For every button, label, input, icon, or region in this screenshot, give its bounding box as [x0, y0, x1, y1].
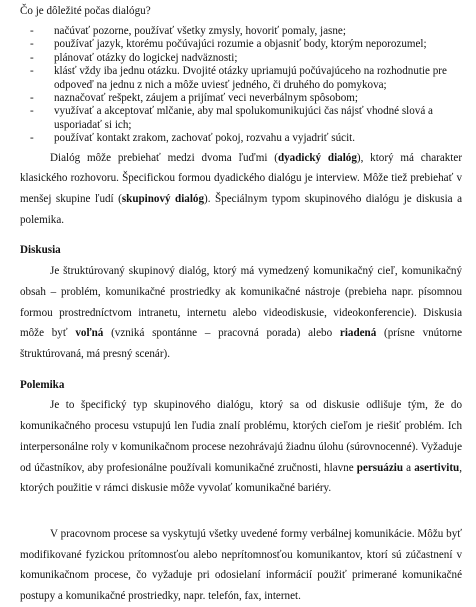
list-item: [20, 105, 462, 132]
term-riadena: riadená: [339, 327, 377, 340]
list-item: [20, 25, 462, 38]
list-item-text: používať jazyk, ktorému počúvajúci rozumie a objasniť body, ktorým neporozumel;: [54, 38, 427, 51]
bullet-dash: -: [30, 25, 34, 37]
term-dyadic-dialog: dyadický dialóg: [277, 151, 357, 164]
list-item-text: používať kontakt zrakom, zachovať pokoj, rozvahu a vyjadriť súcit.: [54, 132, 356, 145]
heading-diskusia: Diskusia: [20, 244, 61, 257]
list-item: [20, 92, 462, 105]
bullet-dash: -: [30, 51, 34, 64]
term-persuazia: persuáziu: [356, 461, 404, 474]
term-asertivita: asertivitu: [414, 461, 460, 474]
list-item-text: naznačovať rešpekt, záujem a prijímať veci neverbálnym spôsobom;: [54, 92, 358, 105]
paragraph-work-process: V pracovnom procese sa vyskytujú všetky uvedené formy verbálnej komunikácie. Môžu byť modifikované fyzickou prítomnosťou alebo neprítomnosťou komunikantov, ktorí sú zúčastnení v komunikačnom procese, čo vyžaduje pri odosielaní informácií použiť primerané komunikačné postupy a komunikačné prostriedky, napr. telefón, fax, internet.: [20, 527, 462, 603]
bullet-dash: -: [30, 38, 34, 51]
list-item-text: klásť vždy iba jednu otázku. Dvojité otázky upriamujú počúvajúceho na rozhodnutie pre odpoveď na jednu z nich a môže uviesť jedného, či druhého do pomykova;: [54, 65, 447, 91]
list-item: [20, 132, 462, 145]
list-item-text: načúvať pozorne, používať všetky zmysly, hovoriť pomaly, jasne;: [54, 25, 346, 37]
heading-polemika: Polemika: [20, 378, 65, 391]
bullet-dash: -: [30, 92, 34, 105]
list-item-text: plánovať otázky do logickej nadväznosti;: [54, 51, 238, 64]
term-volna: voľná: [75, 327, 104, 340]
term-group-dialog: skupinový dialóg: [121, 193, 205, 206]
bullet-dash: -: [30, 105, 34, 118]
paragraph-diskusia: Je štruktúrovaný skupinový dialóg, ktorý má vymedzený komunikačný cieľ, komunikačný obsah – problém, komunikačné prostriedky ak komunikačné nástroje (prebieha napr. písomnou formou prostredníctvom intranetu, internetu alebo videodiskusie, videokonferencie). Diskusia môže byť voľná (vzniká spontánne – pracovná porada) alebo riadená (prísne vnútorne štruktúrovaná, má presný scenár).: [20, 265, 463, 360]
bullet-dash: -: [30, 65, 34, 78]
paragraph-polemika: Je to špecifický typ skupinového dialógu, ktorý sa od diskusie odlišuje tým, že do komunikačného procesu vstupujú len ľudia znalí problému, ktorých cieľom je riešiť problém. Ich interpersonálne roly v komunikačnom procese nezohrávajú žiadnu úlohu (súrovnocenné). Vyžaduje od účastníkov, aby profesionálne používali komunikačné zručnosti, hlavne persuáziu a asertivitu, ktorých použitie v rámci diskusie môže vyvolať komunikačné bariéry.: [20, 399, 462, 495]
list-item: [20, 38, 462, 51]
list-intro: Čo je dôležité počas dialógu?: [20, 5, 151, 17]
bullet-dash: -: [30, 132, 34, 145]
list-item-text: využívať a akceptovať mlčanie, aby mal spolukomunikujúci čas nájsť vhodné slová a usporiadať si ich;: [54, 105, 433, 131]
list-item: [20, 52, 462, 65]
list-item: [20, 65, 462, 92]
paragraph-dialog-types: Dialóg môže prebiehať medzi dvoma ľuďmi (dyadický dialóg), ktorý má charakter klasického rozhovoru. Špecifickou formou dyadického dialógu je interview. Môže tiež prebiehať v menšej skupine ľudí (skupinový dialóg). Špeciálnym typom skupinového dialógu je diskusia a polemika.: [20, 151, 463, 226]
guidelines-list: [20, 25, 462, 146]
